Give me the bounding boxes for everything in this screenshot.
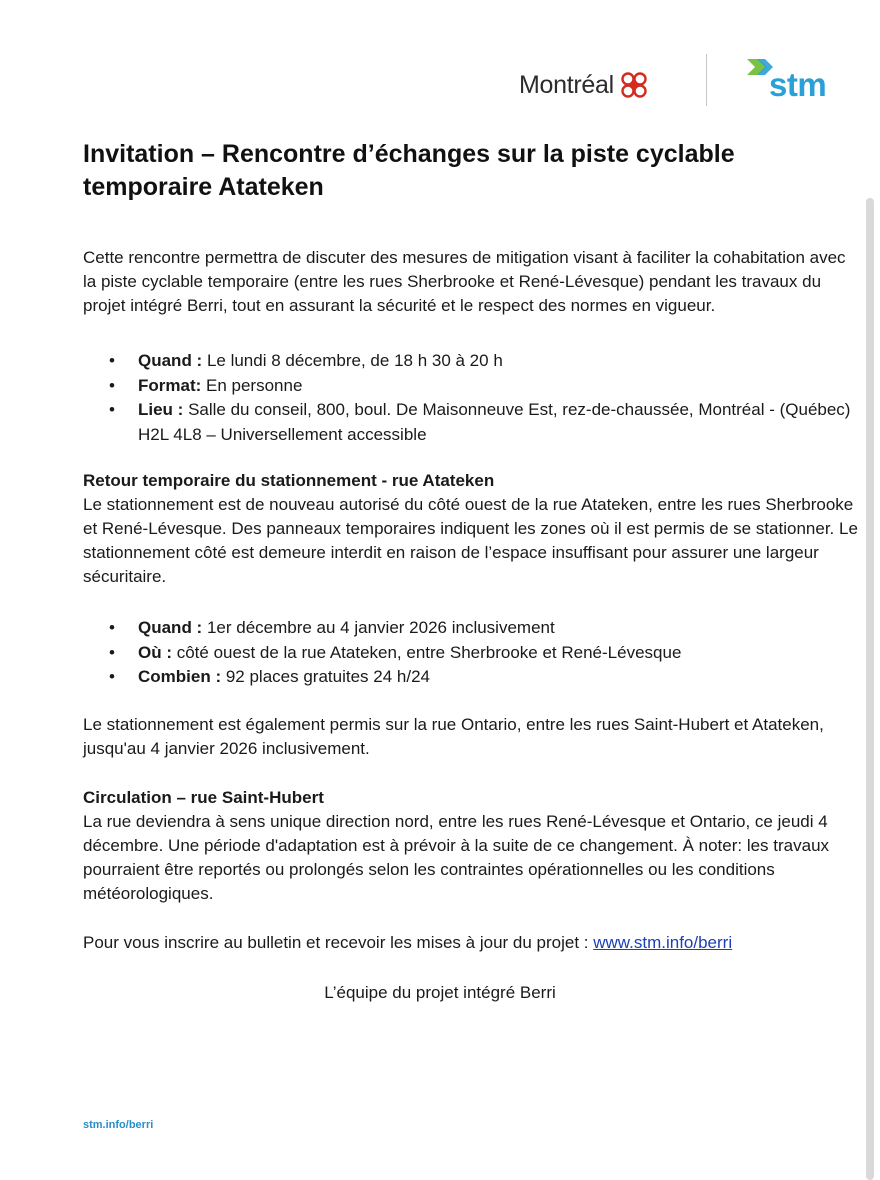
newsletter-link[interactable]: www.stm.info/berri: [593, 933, 733, 952]
item-label: Où :: [138, 642, 172, 662]
meeting-details-list: [83, 349, 853, 447]
footer-url[interactable]: stm.info/berri: [83, 1119, 154, 1131]
montreal-wordmark: Montréal: [519, 70, 614, 99]
item-label: Lieu :: [138, 400, 184, 419]
montreal-logo: [519, 68, 651, 102]
parking-details-list: [83, 616, 853, 690]
item-value: En personne: [201, 375, 303, 395]
item-value: Salle du conseil, 800, boul. De Maisonneuve Est, rez-de-chaussée, Montréal - (Québec) H2L 4L8 – Universellement accessible: [138, 400, 851, 444]
page-title: Invitation – Rencontre d’échanges sur la piste cyclable temporaire Atateken: [83, 140, 735, 201]
stm-logo: [745, 56, 841, 102]
letterhead: [0, 52, 880, 108]
montreal-rosette-icon: [617, 68, 651, 102]
parking-paragraph: Le stationnement est de nouveau autorisé du côté ouest de la rue Atateken, entre les rues Sherbrooke et René-Lévesque. Des panneaux temporaires indiquent les zones où il est permis de se stationner. Le stationnement côté est demeure interdit en raison de l’espace insuffisant pour assurer une largeur sécuritaire.: [83, 495, 858, 586]
item-value: 1er décembre au 4 janvier 2026 inclusivement: [202, 618, 555, 637]
list-item: [83, 398, 853, 447]
newsletter-line: [83, 931, 859, 955]
signoff: L’équipe du projet intégré Berri: [324, 983, 556, 1002]
item-value: 92 places gratuites 24 h/24: [221, 667, 430, 686]
item-label: Format:: [138, 375, 202, 395]
stm-wordmark: stm: [769, 66, 827, 103]
scrollbar[interactable]: [866, 198, 874, 1180]
parking-note: Le stationnement est également permis sur la rue Ontario, entre les rues Saint-Hubert et Atateken, jusqu'au 4 janvier 2026 inclusivement.: [83, 715, 824, 758]
item-value: Le lundi 8 décembre, de 18 h 30 à 20 h: [202, 351, 503, 370]
circulation-paragraph: La rue deviendra à sens unique direction nord, entre les rues René-Lévesque et Ontario, ce jeudi 4 décembre. Une période d'adaptation est à prévoir à la suite de ce changement. À noter: les travaux pourraient être reportés ou prolongés selon les contraintes opérationnelles ou les conditions météorologiques.: [83, 812, 830, 903]
item-label: Quand :: [138, 618, 203, 637]
section-heading-circulation: Circulation – rue Saint-Hubert: [83, 788, 324, 807]
item-value: côté ouest de la rue Atateken, entre Sherbrooke et René-Lévesque: [172, 642, 682, 662]
list-item: [83, 641, 853, 666]
intro-paragraph: Cette rencontre permettra de discuter des mesures de mitigation visant à faciliter la cohabitation avec la piste cyclable temporaire (entre les rues Sherbrooke et René-Lévesque) pendant les travaux du projet intégré Berri, tout en assurant la sécurité et le respect des normes en vigueur.: [83, 248, 846, 315]
list-item: [83, 616, 853, 641]
item-label: Combien :: [138, 667, 222, 686]
newsletter-text: Pour vous inscrire au bulletin et recevoir les mises à jour du projet :: [83, 933, 594, 952]
logo-divider: [706, 54, 707, 106]
section-heading-parking: Retour temporaire du stationnement - rue Atateken: [83, 471, 495, 490]
item-label: Quand :: [138, 351, 203, 370]
list-item: [83, 665, 853, 690]
list-item: [83, 374, 853, 399]
list-item: [83, 349, 853, 374]
